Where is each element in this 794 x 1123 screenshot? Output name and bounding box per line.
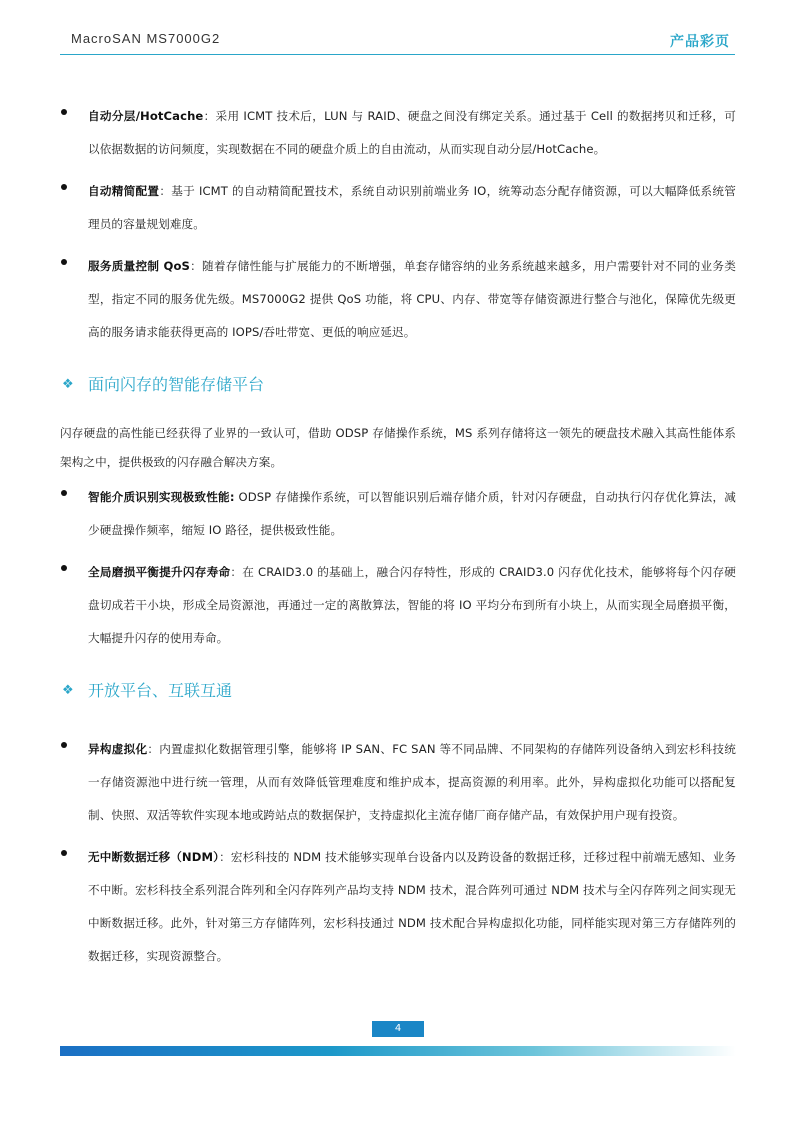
- feature-title: 智能介质识别实现极致性能:: [88, 490, 235, 504]
- feature-title: 无中断数据迁移（NDM）: [88, 850, 220, 864]
- feature-title: 全局磨损平衡提升闪存寿命: [88, 565, 231, 579]
- feature-text: ：在 CRAID3.0 的基础上，融合闪存特性，形成的 CRAID3.0 闪存优化技术，能够将每个闪存硬盘切成若干小块，形成全局资源池，再通过一定的离散算法，智能的将 IO 平均分布到所有小块上，从而实现全局磨损平衡，大幅提升闪存的使用寿命。: [88, 565, 736, 645]
- bullet-icon: [61, 109, 67, 115]
- feature-media-recognition: [60, 481, 736, 547]
- bullet-icon: [61, 742, 67, 748]
- section-title: 面向闪存的智能存储平台: [88, 375, 265, 394]
- page-content: [60, 100, 736, 973]
- footer-gradient-bar: [60, 1046, 736, 1056]
- feature-qos: [60, 250, 736, 349]
- feature-thin-provisioning: [60, 175, 736, 241]
- feature-title: 异构虚拟化: [88, 742, 148, 756]
- section-title: 开放平台、互联互通: [88, 681, 233, 700]
- feature-text: ：随着存储性能与扩展能力的不断增强，单套存储容纳的业务系统越来越多，用户需要针对不同的业务类型，指定不同的服务优先级。MS7000G2 提供 QoS 功能，将 CPU、内存、带宽等存储资源进行整合与池化，保障优先级更高的服务请求能获得更高的 IOPS/吞吐带宽、更低的响应延迟。: [88, 259, 736, 339]
- header-product-name: MacroSAN MS7000G2: [71, 31, 221, 46]
- bullet-icon: [61, 565, 67, 571]
- feature-text: ODSP 存储操作系统，可以智能识别后端存储介质，针对闪存硬盘，自动执行闪存优化算法，减少硬盘操作频率，缩短 IO 路径，提供极致性能。: [88, 490, 736, 537]
- feature-text: ：采用 ICMT 技术后，LUN 与 RAID、硬盘之间没有绑定关系。通过基于 Cell 的数据拷贝和迁移，可以依据数据的访问频度，实现数据在不同的硬盘介质上的自由流动，从而实现自动分层/HotCache。: [88, 109, 736, 156]
- feature-auto-tiering: [60, 100, 736, 166]
- feature-title: 自动精简配置: [88, 184, 160, 198]
- feature-text: ：基于 ICMT 的自动精简配置技术，系统自动识别前端业务 IO，统筹动态分配存储资源，可以大幅降低系统管理员的容量规划难度。: [88, 184, 736, 231]
- feature-wear-leveling: [60, 556, 736, 655]
- feature-heterogeneous-virtualization: [60, 733, 736, 832]
- section-intro: 闪存硬盘的高性能已经获得了业界的一致认可，借助 ODSP 存储操作系统，MS 系列存储将这一领先的硬盘技术融入其高性能体系架构之中，提供极致的闪存融合解决方案。: [60, 426, 736, 469]
- bullet-icon: [61, 184, 67, 190]
- diamond-bullet-icon: ❖: [62, 683, 74, 698]
- page-number: 4: [372, 1021, 424, 1037]
- feature-ndm: [60, 841, 736, 973]
- feature-text: ：宏杉科技的 NDM 技术能够实现单台设备内以及跨设备的数据迁移，迁移过程中前端无感知、业务不中断。宏杉科技全系列混合阵列和全闪存阵列产品均支持 NDM 技术，混合阵列可通过 NDM 技术与全闪存阵列之间实现无中断数据迁移。此外，针对第三方存储阵列，宏杉科技通过 NDM 技术配合异构虚拟化功能，同样能实现对第三方存储阵列的数据迁移，实现资源整合。: [88, 850, 737, 963]
- feature-text: ：内置虚拟化数据管理引擎，能够将 IP SAN、FC SAN 等不同品牌、不同架构的存储阵列设备纳入到宏杉科技统一存储资源池中进行统一管理，从而有效降低管理难度和维护成本，提高资源的利用率。此外，异构虚拟化功能可以搭配复制、快照、双活等软件实现本地或跨站点的数据保护，支持虚拟化主流存储厂商存储产品，有效保护用户现有投资。: [88, 742, 736, 822]
- header-doc-type: 产品彩页: [670, 34, 730, 50]
- feature-title: 服务质量控制 QoS: [88, 259, 190, 273]
- diamond-bullet-icon: ❖: [62, 377, 74, 392]
- bullet-icon: [61, 850, 67, 856]
- bullet-icon: [61, 259, 67, 265]
- section-heading-open-platform: [60, 677, 736, 707]
- section-heading-flash: [60, 371, 736, 401]
- bullet-icon: [61, 490, 67, 496]
- header-divider: [60, 54, 735, 55]
- feature-title: 自动分层/HotCache: [88, 109, 204, 123]
